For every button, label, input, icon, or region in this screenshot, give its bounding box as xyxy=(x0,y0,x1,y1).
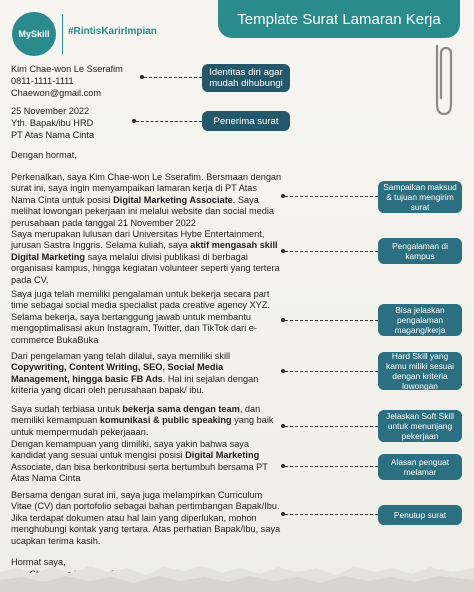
note-identitas: Identitas diri agar mudah dihubungi xyxy=(202,64,290,92)
connector-line xyxy=(285,320,378,321)
paragraph-experience: Saya juga telah memiliki pengalaman untuk bekerja secara part time sebagai social media specialist pada creative agency XYZ. Selama bekerja, saya bertanggung jawab untuk membantu mengoptimalisasi akun Instagram, Twitter, dan TikTok dari e-commerce BukaBuka xyxy=(11,289,270,345)
connector-line xyxy=(136,121,202,122)
note-penerima: Penerima surat xyxy=(202,111,290,131)
torn-paper-edge xyxy=(0,558,474,592)
connector-line xyxy=(285,251,378,252)
connector-line xyxy=(285,371,378,372)
paragraph-intro: Perkenalkan, saya Kim Chae-won Le Sserafim. Bersmaan dengan surat ini, saya ingin menyampaikan lamaran kerja di PT Atas Nama Cinta untuk posisi Digital Marketing Associate. Saya melihat lowongan pekerjaan ini melalui website dan social media perusahaan pada tanggal 21 November 2022 xyxy=(11,172,282,228)
connector-line xyxy=(285,514,378,515)
note-pengalaman-kampus: Pengalaman di kampus xyxy=(378,238,462,264)
hashtag: #RintisKarirImpian xyxy=(68,26,157,37)
sender-phone: 0811-1111-1111 xyxy=(11,76,74,86)
note-pengalaman-kerja: Bisa jelaskan pengalaman magang/kerja xyxy=(378,304,462,336)
sender-name: Kim Chae-won Le Sserafim xyxy=(11,64,123,74)
letter-date: 25 November 2022 xyxy=(11,106,90,116)
paragraph-soft-skill: Saya sudah terbiasa untuk bekerja sama dengan team, dan memiliki kemampuan komunikasi & public speaking yang baik untuk mempermudah pekerjaaan. xyxy=(11,404,274,437)
paragraph-closing: Bersama dengan surat ini, saya juga melampirkan Curriculum Vitae (CV) dan portofolio sebagai bahan pertimbangan Bapak/Ibu. Jika terdapat dokumen atau hal lain yang diperlukan, mohon menghubungi kontak yang tertara. Atas perhatian Bapak/Ibu, saya ucapkan terima kasih. xyxy=(11,490,281,546)
page-title: Template Surat Lamaran Kerja xyxy=(218,0,460,38)
sender-email: Chaewon@gmail.com xyxy=(11,88,102,98)
paragraph-hard-skill: Dari pengelaman yang telah dilalui, saya memiliki skill Copywriting, Content Writing, SEO, Social Media Management, hingga basic FB Ads. Hal ini sejalan dengan kriteria yang dicari oleh perusahaan bapak/ ibu. xyxy=(11,351,259,396)
logo-text: MySkill xyxy=(18,29,50,39)
note-alasan: Alasan penguat melamar xyxy=(378,454,462,480)
note-soft-skill: Jelaskan Soft Skill untuk menunjang pekerjaan xyxy=(378,410,462,442)
paragraph-reason: Dengan kemampuan yang dimiliki, saya yakin bahwa saya kandidat yang sesuai untuk mengisi posisi Digital Marketing Associate, dan bisa berkontribusi serta bertumbuh bersama PT Atas Nama Cinta xyxy=(11,439,268,484)
connector-line xyxy=(285,426,378,427)
greeting: Dengan hormat, xyxy=(11,150,77,160)
recipient-to: Yth. Bapak/ibu HRD xyxy=(11,118,94,128)
note-penutup: Penutup surat xyxy=(378,505,462,525)
recipient-company: PT Atas Nama Cinta xyxy=(11,130,95,140)
note-sampaikan: Sampaikan maksud & tujuan mengirim surat xyxy=(378,181,462,213)
closing-text: Hormat saya, xyxy=(11,557,66,567)
connector-line xyxy=(285,196,378,197)
connector-line xyxy=(285,466,378,467)
myskill-logo xyxy=(12,12,56,56)
connector-line xyxy=(144,77,202,78)
logo-divider xyxy=(62,14,63,54)
paragraph-education: Saya merupakan lulusan dari Universitas Hybe Entertainment, jurusan Sastra Inggris. Selama kuliah, saya aktif mengasah skill Digital Marketing saya melalui divisi publikasi di berbagai organisasi kampus, hingga kegiatan volunteer seperti yang tertera pada CV. xyxy=(11,229,280,285)
paperclip-icon xyxy=(428,40,458,120)
note-hard-skill: Hard Skill yang kamu miliki sesuai dengan kriteria lowongan xyxy=(378,352,462,390)
